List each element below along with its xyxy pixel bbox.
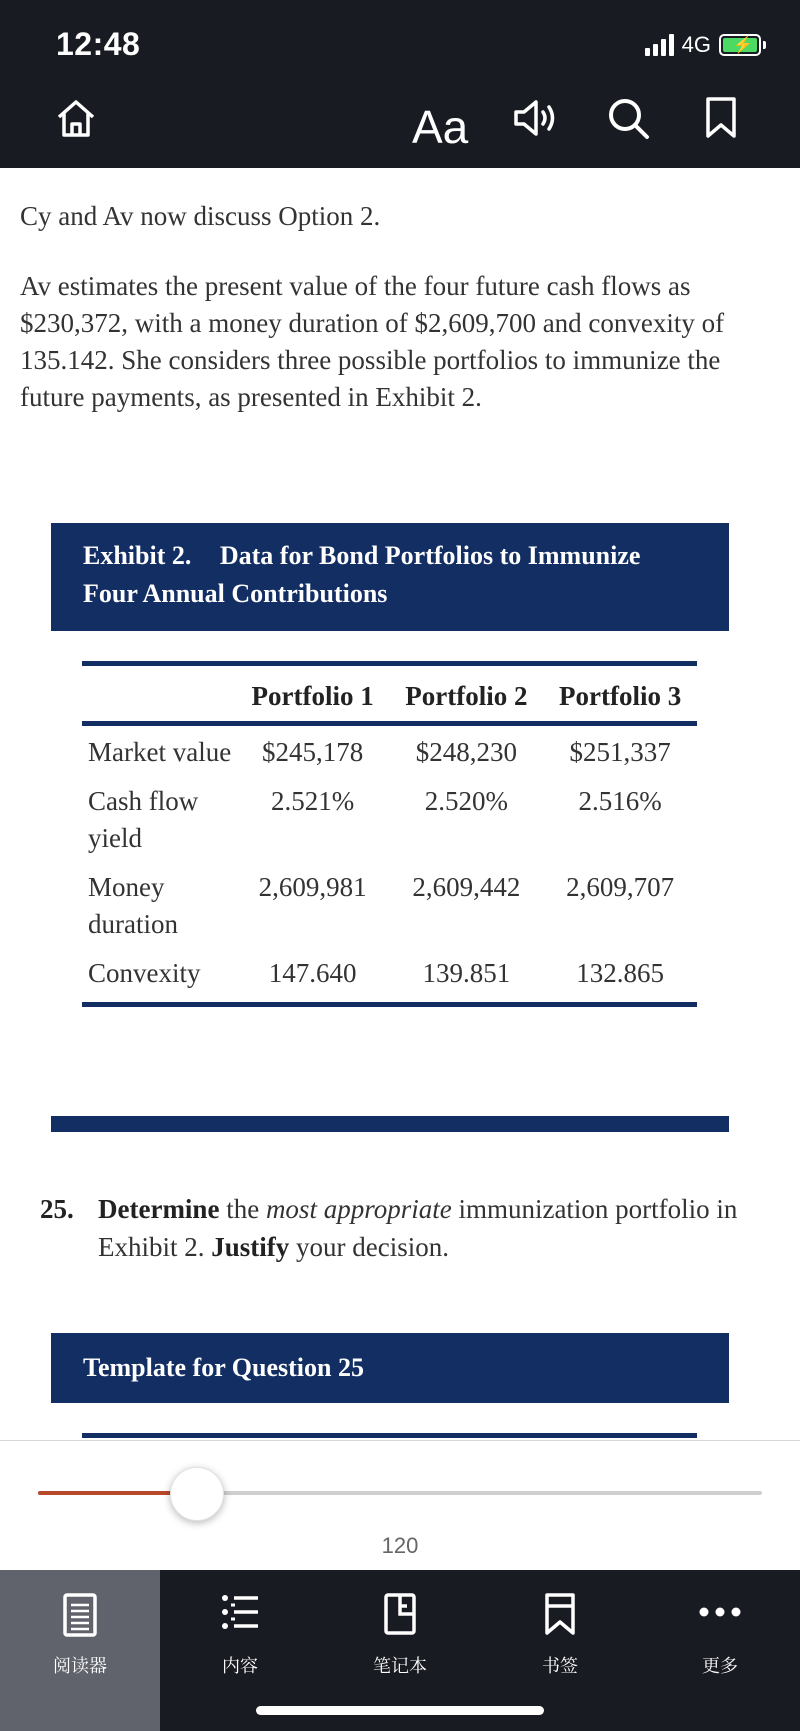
table-header-row: [82, 666, 697, 726]
table-row: [82, 947, 697, 1002]
table-cell: 2.516%: [578, 786, 662, 816]
reading-content[interactable]: [0, 168, 800, 1440]
table-cell: 139.851: [422, 958, 511, 988]
table-cell: 2.521%: [271, 786, 355, 816]
top-bar: [0, 0, 800, 168]
exhibit-footer-bar: [51, 1116, 729, 1132]
progress-slider-thumb[interactable]: [170, 1467, 224, 1521]
tab-label: 阅读器: [53, 1656, 107, 1677]
row-label: Market value: [88, 737, 232, 767]
question-number: 25.: [40, 1194, 74, 1224]
progress-track[interactable]: [38, 1491, 762, 1495]
status-time: 12:48: [56, 26, 141, 62]
paragraph: Av estimates the present value of the four future cash flows as $230,372, with a money duration of $2,609,700 and convexity of 135.142. She considers three possible portfolios to immunize the future payments, as presented in Exhibit 2.: [20, 271, 725, 412]
column-header: Portfolio 2: [405, 681, 528, 711]
row-label: Cash flow yield: [88, 786, 199, 853]
battery-icon: ⚡: [719, 34, 766, 56]
table-cell: 132.865: [576, 958, 664, 988]
table-cell: 2.520%: [424, 786, 508, 816]
exhibit-number: Exhibit 2.: [83, 541, 192, 570]
column-header: Portfolio 1: [251, 681, 374, 711]
signal-icon: [645, 34, 674, 56]
column-header: [82, 678, 236, 715]
table-cell: 147.640: [268, 958, 357, 988]
table-cell: $245,178: [262, 737, 364, 767]
home-indicator[interactable]: [256, 1706, 544, 1715]
table-row: [82, 726, 697, 775]
progress-area: [0, 1440, 800, 1570]
more-icon: [698, 1592, 742, 1632]
font-settings-button[interactable]: Aa: [412, 101, 469, 153]
question-text: Determine the most appropriate immunization portfolio in Exhibit 2. Justify your decision.: [98, 1194, 738, 1262]
home-button[interactable]: [54, 96, 98, 140]
question: [40, 1190, 760, 1266]
row-label: Convexity: [88, 958, 201, 988]
search-button[interactable]: [606, 96, 652, 142]
search-icon: [606, 96, 652, 142]
table-row: [82, 775, 697, 861]
tab-label: 笔记本: [373, 1656, 427, 1677]
home-icon: [54, 96, 98, 140]
tab-more[interactable]: [640, 1570, 800, 1731]
table-cell: $248,230: [415, 737, 517, 767]
tab-label: 内容: [222, 1656, 258, 1677]
exhibit-title: Data for Bond Portfolios to Immunize Four Annual Contributions: [83, 541, 641, 608]
network-label: 4G: [681, 32, 711, 57]
table-row: [82, 861, 697, 947]
page-number: 120: [381, 1533, 419, 1558]
table-cell: $251,337: [569, 737, 671, 767]
bookmark-icon: [704, 96, 738, 140]
read-aloud-button[interactable]: [512, 96, 562, 140]
exhibit-table: [82, 661, 697, 1007]
table-cell: 2,609,981: [258, 872, 367, 902]
tab-label: 更多: [702, 1656, 738, 1677]
notebook-icon: [383, 1592, 417, 1636]
paragraph: Cy and Av now discuss Option 2.: [20, 201, 381, 231]
tab-label: 书签: [542, 1656, 578, 1677]
bookmark-button[interactable]: [704, 96, 738, 140]
list-icon: [220, 1592, 260, 1632]
row-label: Money duration: [88, 872, 178, 939]
tab-reader[interactable]: [0, 1570, 160, 1731]
column-header: Portfolio 3: [559, 681, 682, 711]
status-indicators: [645, 32, 766, 58]
speaker-icon: [512, 96, 562, 140]
table-cell: 2,609,707: [566, 872, 675, 902]
bookmark-tab-icon: [544, 1592, 576, 1636]
template-header: Template for Question 25: [51, 1333, 729, 1403]
template-rule: [82, 1433, 697, 1438]
reader-icon: [62, 1592, 98, 1638]
table-cell: 2,609,442: [412, 872, 521, 902]
exhibit-header: [51, 523, 729, 631]
